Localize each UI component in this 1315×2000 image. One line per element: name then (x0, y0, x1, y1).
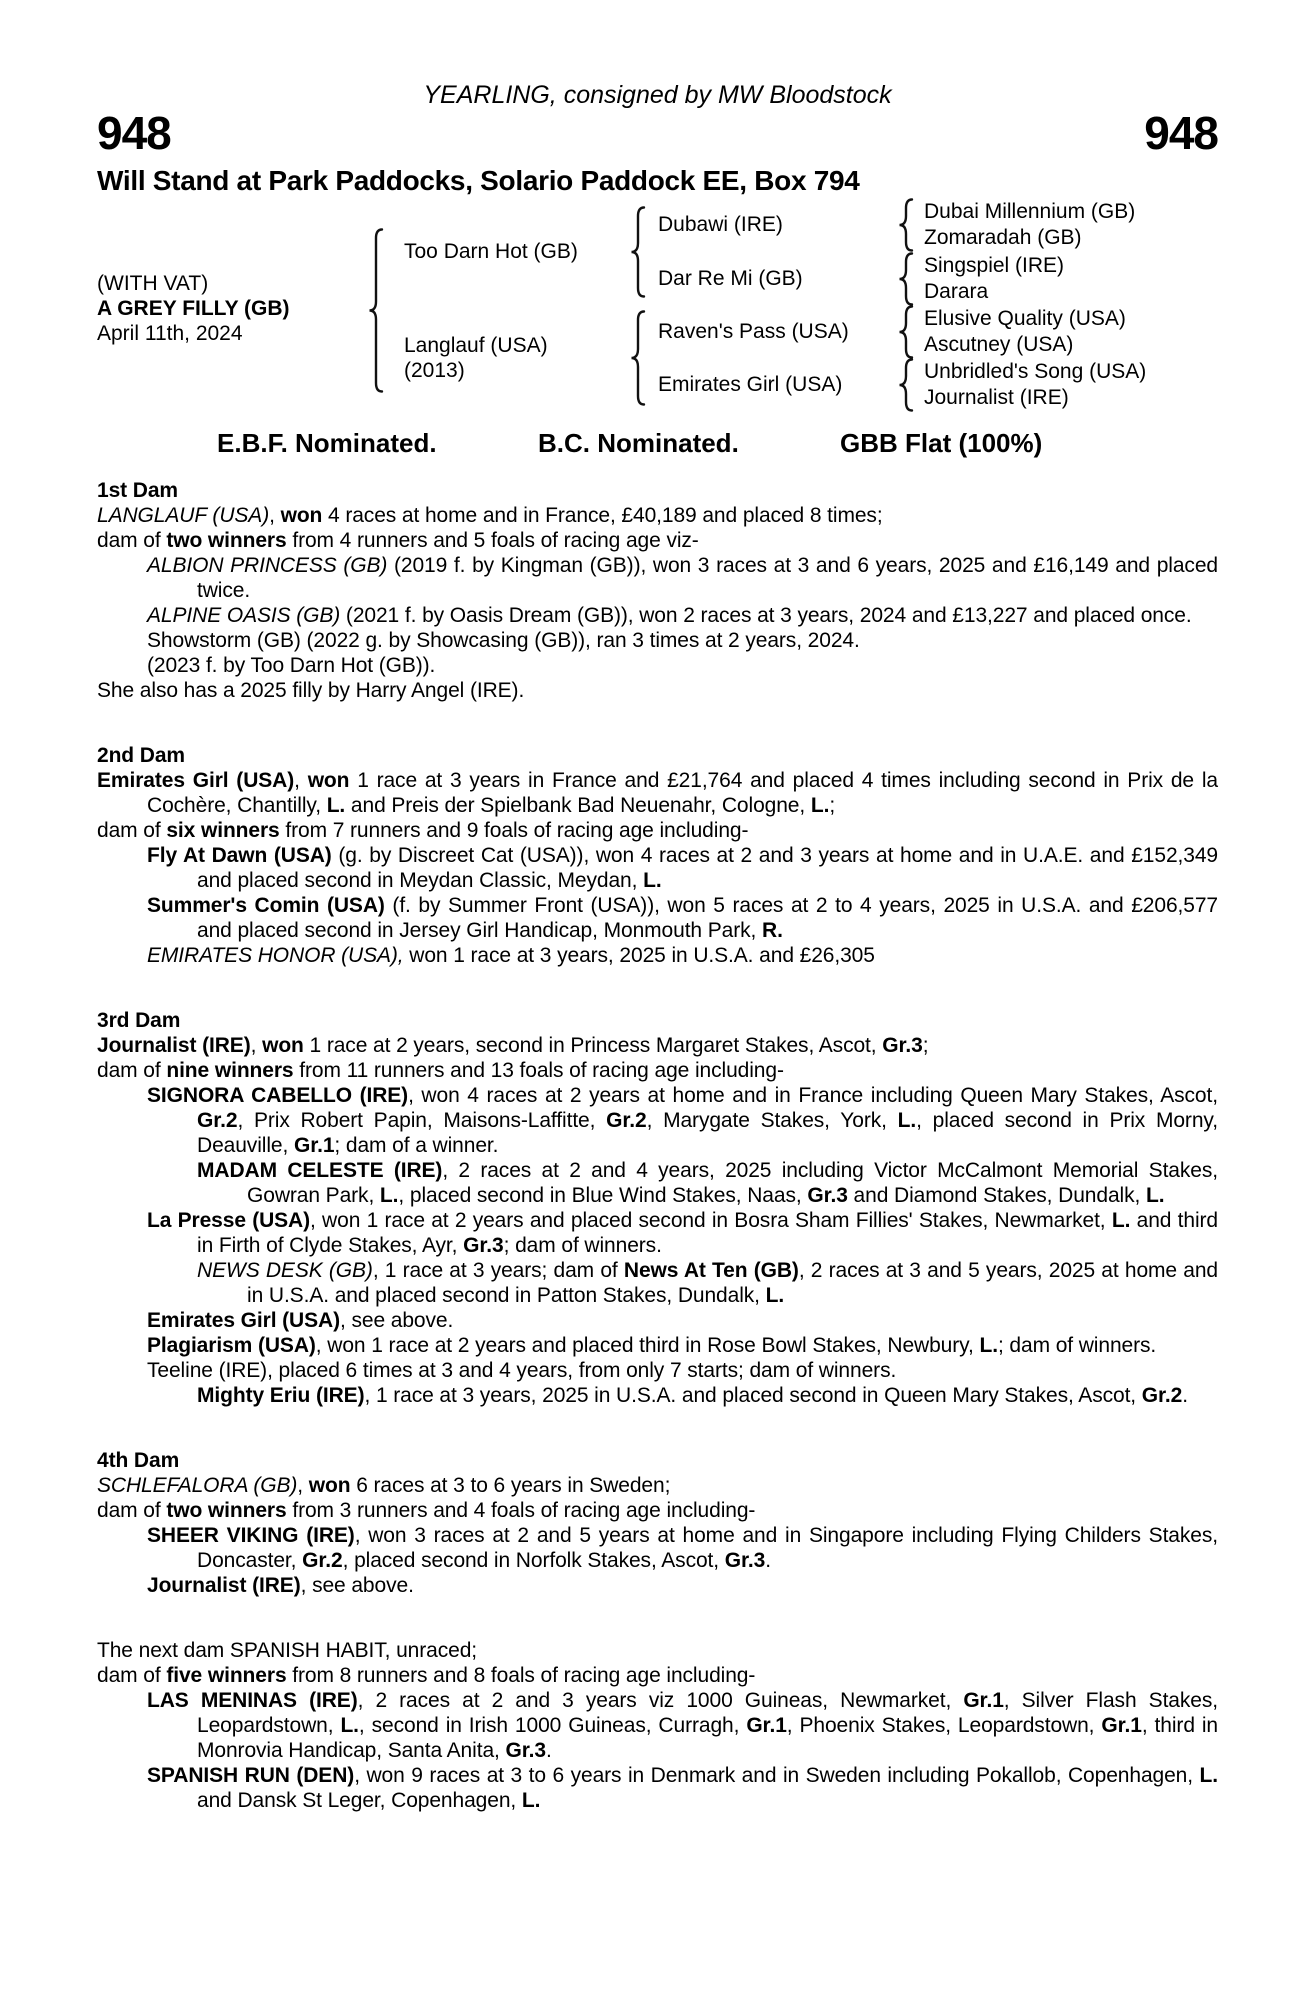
dam-section-heading: 4th Dam (97, 1449, 180, 1472)
text-run: (2023 f. by Too Darn Hot (GB)). (147, 654, 436, 677)
text-run: dam of (97, 1499, 167, 1522)
text-run: , second in Irish 1000 Guineas, Curragh, (358, 1714, 747, 1737)
text-run: Showstorm (GB) (2022 g. by Showcasing (GB)), ran 3 times at 2 years, 2024. (147, 629, 860, 652)
text-run: from 7 runners and 9 foals of racing age including- (279, 819, 749, 842)
stand-location-line: Will Stand at Park Paddocks, Solario Paddock EE, Box 794 (97, 165, 860, 196)
text-run: SCHLEFALORA (GB) (97, 1474, 298, 1497)
foal-date: April 11th, 2024 (97, 322, 243, 345)
pedigree-paragraph (97, 1383, 1218, 1408)
dam-section-heading: 1st Dam (97, 479, 179, 502)
text-run: Gr.2 (302, 1549, 343, 1572)
brace-icon (898, 198, 914, 252)
tree-gen3-0: Dubai Millennium (GB) (924, 200, 1136, 223)
text-run: 4 races at home and in France, £40,189 and placed 8 times; (322, 504, 883, 527)
text-run: Gr.2 (606, 1109, 647, 1132)
text-run: L. (765, 1284, 785, 1307)
text-run: 6 races at 3 to 6 years in Sweden; (350, 1474, 671, 1497)
text-run: ; dam of winners. (503, 1234, 662, 1257)
text-run: , won 1 race at 2 years and placed third in Rose Bowl Stakes, Newbury, (315, 1334, 980, 1357)
tree-gen3-4: Elusive Quality (USA) (924, 307, 1126, 330)
text-run: , 1 race at 3 years; dam of (372, 1259, 624, 1282)
dam-section (97, 743, 1218, 968)
text-run: from 8 runners and 8 foals of racing age including- (286, 1664, 756, 1687)
text-run: from 3 runners and 4 foals of racing age including- (286, 1499, 756, 1522)
gbb-nomination: GBB Flat (100%) (840, 428, 1043, 458)
pedigree-paragraph (97, 528, 1218, 553)
dam-section (97, 478, 1218, 703)
text-run: , see above. (300, 1574, 414, 1597)
pedigree-paragraph (97, 553, 1218, 603)
dam-section (97, 1448, 1218, 1598)
text-run: , (294, 769, 308, 792)
text-run: EMIRATES HONOR (USA), (147, 944, 404, 967)
pedigree-paragraph (97, 1333, 1218, 1358)
brace-icon (630, 206, 646, 298)
text-run: won (308, 1474, 351, 1497)
text-run: dam of (97, 1059, 167, 1082)
text-run: Mighty Eriu (IRE) (197, 1384, 365, 1407)
text-run: L. (1199, 1764, 1218, 1787)
brace-icon (898, 358, 914, 412)
text-run: ALPINE OASIS (GB) (147, 604, 341, 627)
text-run: five winners (166, 1664, 287, 1687)
text-run: Gr.1 (746, 1714, 787, 1737)
text-run: MADAM CELESTE (IRE) (197, 1159, 443, 1182)
text-run: Summer's Comin (USA) (147, 894, 385, 917)
text-run: ; dam of winners. (997, 1334, 1157, 1357)
text-run: , won 1 race at 2 years and placed second in Bosra Sham Fillies' Stakes, Newmarket, (310, 1209, 1112, 1232)
pedigree-tree (0, 200, 1315, 428)
text-run: L. (810, 794, 830, 817)
text-run: NEWS DESK (GB) (197, 1259, 373, 1282)
pedigree-paragraph (97, 653, 1218, 678)
pedigree-paragraph (97, 1083, 1218, 1158)
text-run: 1 race at 2 years, second in Princess Margaret Stakes, Ascot, (303, 1034, 883, 1057)
ebf-nomination: E.B.F. Nominated. (217, 428, 437, 458)
pedigree-paragraph (97, 1473, 1218, 1498)
text-run: News At Ten (GB) (623, 1259, 799, 1282)
text-run: Teeline (IRE), placed 6 times at 3 and 4 years, from only 7 starts; dam of winners. (147, 1359, 897, 1382)
pedigree-paragraph (97, 1033, 1218, 1058)
pedigree-paragraph (97, 1058, 1218, 1083)
text-run: SIGNORA CABELLO (IRE) (147, 1084, 409, 1107)
text-run: Gr.2 (1141, 1384, 1183, 1407)
text-run: and Dansk St Leger, Copenhagen, (197, 1789, 522, 1812)
text-run: , 2 races at 3 and 5 years, 2025 at home and in U.S.A. and placed second in Patton Stakes, Dundalk, (247, 1259, 1218, 1307)
text-run: Gr.1 (1101, 1714, 1142, 1737)
text-run: . (765, 1549, 771, 1572)
text-run: , Marygate Stakes, York, (646, 1109, 898, 1132)
tree-gen2-1: Dar Re Mi (GB) (658, 267, 803, 290)
text-run: Journalist (IRE) (97, 1034, 251, 1057)
text-run: six winners (166, 819, 280, 842)
text-run: and Preis der Spielbank Bad Neuenahr, Cologne, (345, 794, 811, 817)
text-run: and Diamond Stakes, Dundalk, (847, 1184, 1146, 1207)
text-run: Gr.3 (505, 1739, 546, 1762)
pedigree-paragraph (97, 1208, 1218, 1258)
pedigree-paragraph (97, 1498, 1218, 1523)
text-run: , 1 race at 3 years, 2025 in U.S.A. and placed second in Queen Mary Stakes, Ascot, (364, 1384, 1142, 1407)
tree-sire: Too Darn Hot (GB) (404, 240, 578, 263)
dam-section-heading: 2nd Dam (97, 744, 185, 767)
text-run: from 11 runners and 13 foals of racing age including- (293, 1059, 784, 1082)
bc-nomination: B.C. Nominated. (538, 428, 739, 458)
pedigree-paragraph (97, 818, 1218, 843)
text-run: Gr.3 (724, 1549, 766, 1572)
text-run: She also has a 2025 filly by Harry Angel (IRE). (97, 679, 525, 702)
pedigree-paragraph (97, 1158, 1218, 1208)
pedigree-paragraph (97, 1573, 1218, 1598)
text-run: , placed second in Blue Wind Stakes, Naas, (398, 1184, 808, 1207)
text-run: L. (643, 869, 662, 892)
text-run: won (280, 504, 323, 527)
tree-dam-year: (2013) (404, 359, 465, 382)
text-run: won (307, 769, 350, 792)
text-run: SHEER VIKING (IRE) (147, 1524, 355, 1547)
tree-gen3-5: Ascutney (USA) (924, 333, 1074, 356)
tree-gen3-1: Zomaradah (GB) (924, 226, 1082, 249)
text-run: , placed second in Prix Morny, Deauville, (197, 1109, 1218, 1157)
tree-gen2-0: Dubawi (IRE) (658, 213, 783, 236)
consignor-line: YEARLING, consigned by MW Bloodstock (423, 81, 892, 109)
text-run: , Phoenix Stakes, Leopardstown, (786, 1714, 1102, 1737)
pedigree-paragraph (97, 1523, 1218, 1573)
text-run: 1 race at 3 years in France and £21,764 and placed 4 times including second in Prix de la Cochère, Chantilly, (147, 769, 1218, 817)
pedigree-paragraph (97, 1258, 1218, 1308)
text-run: , (297, 1474, 309, 1497)
tree-gen2-2: Raven's Pass (USA) (658, 320, 849, 343)
text-run: (f. by Summer Front (USA)), won 5 races at 2 to 4 years, 2025 in U.S.A. and £206,577 and placed second in Jersey Girl Handicap, Monmouth Park, (197, 894, 1218, 942)
text-run: dam of (97, 1664, 167, 1687)
text-run: Gr.3 (807, 1184, 848, 1207)
text-run: , see above. (340, 1309, 454, 1332)
text-run: SPANISH RUN (DEN) (147, 1764, 355, 1787)
text-run: , (250, 1034, 263, 1057)
pedigree-paragraph (97, 1763, 1218, 1813)
text-run: Plagiarism (USA) (147, 1334, 316, 1357)
brace-icon (898, 305, 914, 359)
text-run: , won 9 races at 3 to 6 years in Denmark and in Sweden including Pokallob, Copenhagen, (354, 1764, 1200, 1787)
text-run: (2019 f. by Kingman (GB)), won 3 races at 3 and 6 years, 2025 and £16,149 and placed twice. (197, 554, 1218, 602)
text-run: , (269, 504, 281, 527)
catalogue-body (97, 478, 1218, 1813)
tree-gen3-2: Singspiel (IRE) (924, 254, 1065, 277)
text-run: won (262, 1034, 304, 1057)
text-run: L. (1111, 1209, 1131, 1232)
pedigree-paragraph (97, 628, 1218, 653)
tree-gen3-6: Unbridled's Song (USA) (924, 360, 1147, 383)
lot-number-left: 948 (97, 107, 171, 159)
text-run: Gr.1 (963, 1689, 1004, 1712)
tree-gen3-7: Journalist (IRE) (924, 386, 1069, 409)
nominations-row (0, 428, 1315, 458)
horse-name: A GREY FILLY (GB) (97, 297, 290, 320)
text-run: (g. by Discreet Cat (USA)), won 4 races at 2 and 3 years at home and in U.A.E. and £152,349 and placed second in Meydan Classic, Meydan, (197, 844, 1219, 892)
tree-dam: Langlauf (USA) (404, 334, 548, 357)
pedigree-paragraph (97, 768, 1218, 818)
text-run: won 1 race at 3 years, 2025 in U.S.A. and £26,305 (403, 944, 875, 967)
brace-icon (898, 252, 914, 306)
text-run: ; (829, 794, 836, 817)
pedigree-paragraph (97, 678, 1218, 703)
text-run: (2021 f. by Oasis Dream (GB)), won 2 races at 3 years, 2024 and £13,227 and placed once. (340, 604, 1192, 627)
pedigree-paragraph (97, 893, 1218, 943)
text-run: The next dam SPANISH HABIT, unraced; (97, 1639, 478, 1662)
text-run: , Prix Robert Papin, Maisons-Laffitte, (237, 1109, 607, 1132)
text-run: and third in Firth of Clyde Stakes, Ayr, (197, 1209, 1218, 1257)
text-run: L. (897, 1109, 917, 1132)
pedigree-paragraph (97, 943, 1218, 968)
brace-icon (630, 310, 646, 406)
pedigree-paragraph (97, 503, 1218, 528)
dam-section-heading: 3rd Dam (97, 1009, 181, 1032)
tree-gen3-3: Darara (924, 280, 989, 303)
text-run: L. (379, 1184, 399, 1207)
text-run: L. (521, 1789, 541, 1812)
text-run: . (545, 1739, 552, 1762)
text-run: , won 4 races at 2 years at home and in France including Queen Mary Stakes, Ascot, (408, 1084, 1218, 1107)
text-run: dam of (97, 819, 167, 842)
pedigree-paragraph (97, 1663, 1218, 1688)
text-run: Gr.2 (197, 1109, 238, 1132)
text-run: , placed second in Norfolk Stakes, Ascot, (342, 1549, 725, 1572)
pedigree-paragraph (97, 843, 1218, 893)
text-run: two winners (166, 1499, 287, 1522)
pedigree-paragraph (97, 1688, 1218, 1763)
text-run: Gr.1 (293, 1134, 335, 1157)
text-run: ; dam of a winner. (334, 1134, 499, 1157)
pedigree-paragraph (97, 1638, 1218, 1663)
text-run: ; (922, 1034, 929, 1057)
text-run: , won 3 races at 2 and 5 years at home and in Singapore including Flying Childers Stakes, Doncaster, (197, 1524, 1218, 1572)
text-run: Journalist (IRE) (147, 1574, 301, 1597)
dam-section (97, 1638, 1218, 1813)
text-run: . (1182, 1384, 1188, 1407)
text-run: , 2 races at 2 and 4 years, 2025 including Victor McCalmont Memorial Stakes, Gowran Park, (247, 1159, 1218, 1207)
text-run: , third in Monrovia Handicap, Santa Anita, (197, 1714, 1219, 1762)
tree-gen2-3: Emirates Girl (USA) (658, 373, 843, 396)
vat-note: (WITH VAT) (97, 272, 209, 295)
text-run: , 2 races at 2 and 3 years viz 1000 Guineas, Newmarket, (357, 1689, 964, 1712)
dam-section (97, 1008, 1218, 1408)
pedigree-paragraph (97, 1308, 1218, 1333)
text-run: R. (762, 919, 783, 942)
text-run: nine winners (166, 1059, 294, 1082)
text-run: L. (979, 1334, 998, 1357)
text-run: Emirates Girl (USA) (147, 1309, 340, 1332)
pedigree-paragraph (97, 1358, 1218, 1383)
text-run: Fly At Dawn (USA) (147, 844, 332, 867)
text-run: L. (340, 1714, 359, 1737)
pedigree-paragraph (97, 603, 1218, 628)
text-run: LANGLAUF (USA) (97, 504, 270, 527)
text-run: LAS MENINAS (IRE) (147, 1689, 358, 1712)
text-run: La Presse (USA) (147, 1209, 311, 1232)
text-run: L. (326, 794, 346, 817)
text-run: ALBION PRINCESS (GB) (147, 554, 388, 577)
text-run: Emirates Girl (USA) (97, 769, 295, 792)
text-run: dam of (97, 529, 167, 552)
lot-number-right: 948 (1144, 107, 1218, 159)
text-run: two winners (166, 529, 287, 552)
brace-icon (368, 228, 384, 393)
text-run: from 4 runners and 5 foals of racing age viz- (286, 529, 699, 552)
text-run: L. (1145, 1184, 1165, 1207)
text-run: Gr.3 (463, 1234, 504, 1257)
text-run: Gr.3 (882, 1034, 923, 1057)
text-run: , Silver Flash Stakes, Leopardstown, (197, 1689, 1218, 1737)
